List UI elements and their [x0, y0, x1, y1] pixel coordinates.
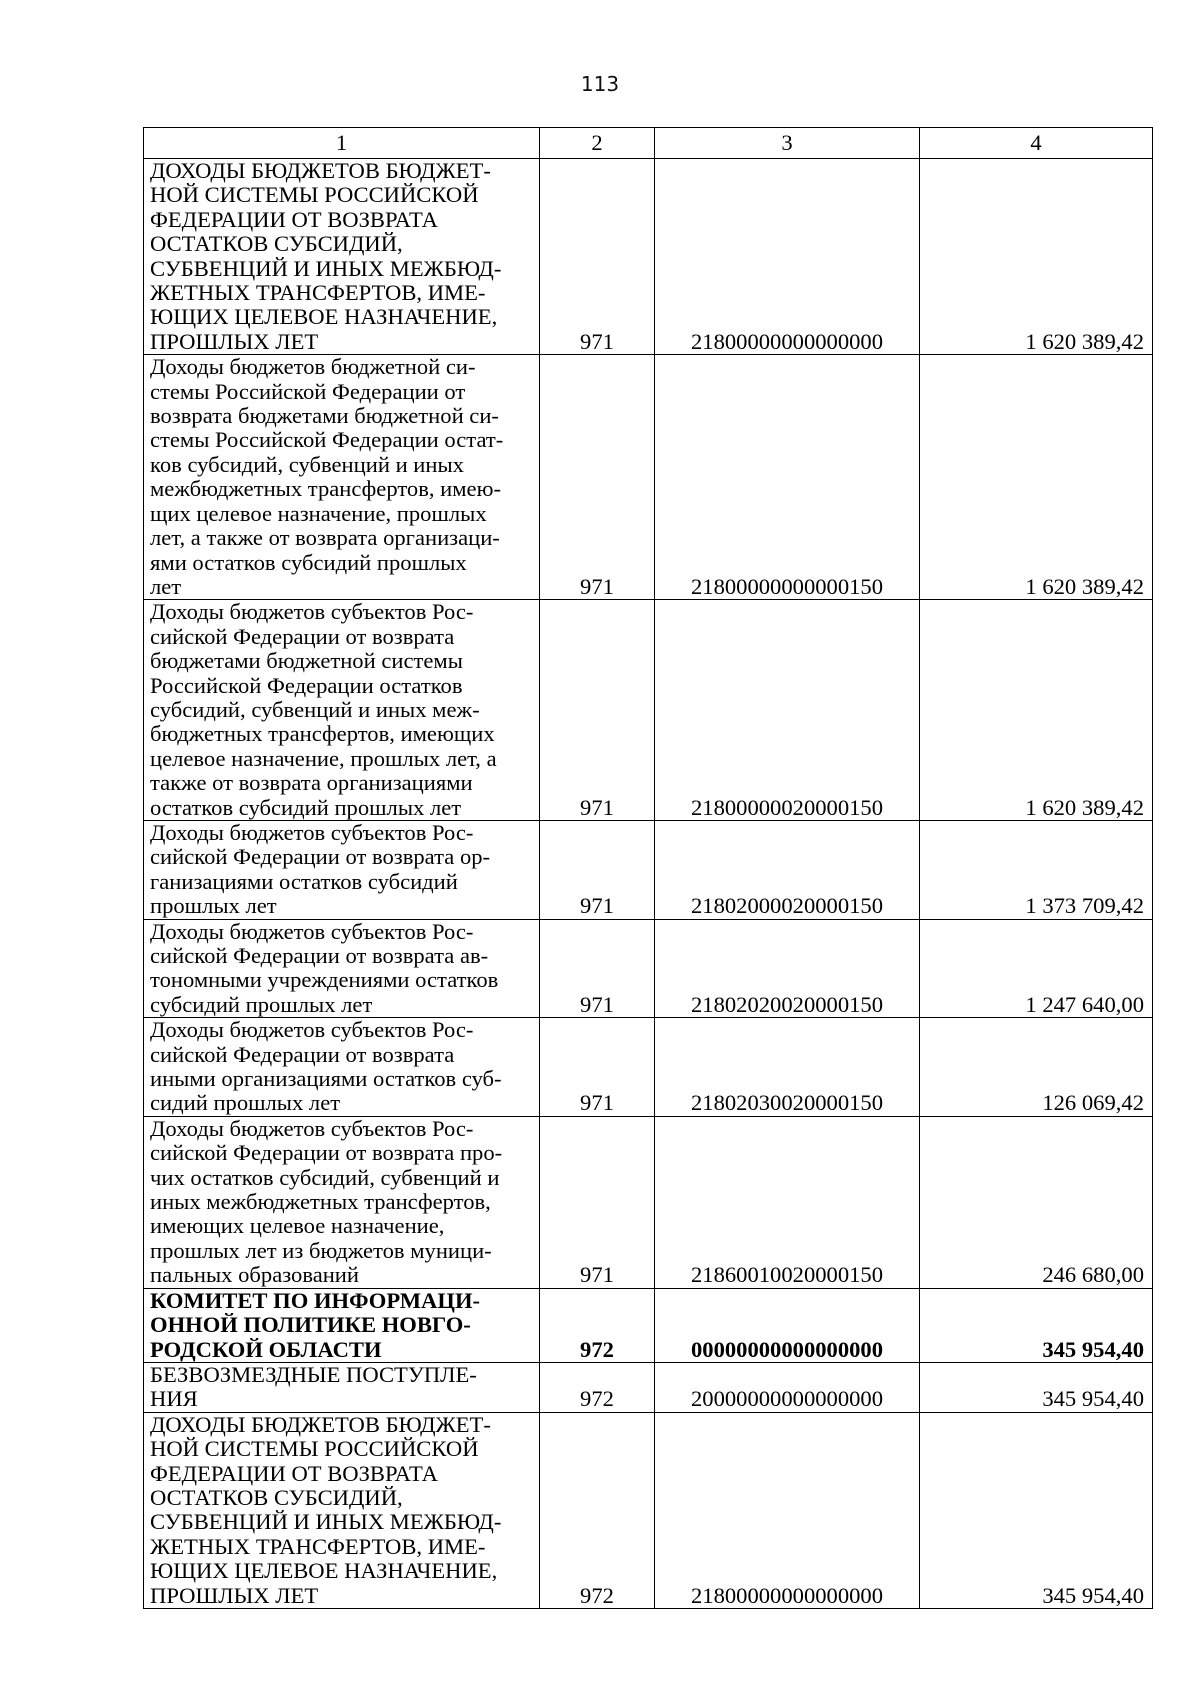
- row-classification-code: 21802020020000150: [655, 919, 920, 1018]
- table-row: [144, 1018, 1153, 1117]
- header-col-1: 1: [144, 128, 540, 159]
- row-description: Доходы бюджетов субъектов Рос- сийской Федерации от возврата бюджетами бюджетной системы Российской Федерации остатков субсидий, субвенций и иных меж- бюджетных трансфертов, имеющих целевое назначение, прошлых лет, а также от возврата организациями остатков субсидий прошлых лет: [150, 599, 497, 820]
- table-row: [144, 919, 1153, 1018]
- row-amount: 1 620 389,42: [920, 159, 1153, 355]
- row-admin-code: 971: [540, 820, 655, 919]
- row-classification-code: 21800000000000000: [655, 159, 920, 355]
- row-description: БЕЗВОЗМЕЗДНЫЕ ПОСТУПЛЕ- НИЯ: [150, 1361, 477, 1412]
- table-row: [144, 1362, 1153, 1412]
- row-amount: 1 373 709,42: [920, 820, 1153, 919]
- table-row: [144, 1116, 1153, 1288]
- row-description: ДОХОДЫ БЮДЖЕТОВ БЮДЖЕТ- НОЙ СИСТЕМЫ РОССИЙСКОЙ ФЕДЕРАЦИИ ОТ ВОЗВРАТА ОСТАТКОВ СУБСИДИЙ, СУБВЕНЦИЙ И ИНЫХ МЕЖБЮД- ЖЕТНЫХ ТРАНСФЕРТОВ, ИМЕ- ЮЩИХ ЦЕЛЕВОЕ НАЗНАЧЕНИЕ, ПРОШЛЫХ ЛЕТ: [150, 158, 502, 354]
- row-admin-code: 972: [540, 1412, 655, 1608]
- row-amount: 1 247 640,00: [920, 919, 1153, 1018]
- row-classification-code: 21800000020000150: [655, 600, 920, 821]
- row-amount: 126 069,42: [920, 1018, 1153, 1117]
- header-col-3: 3: [655, 128, 920, 159]
- row-classification-code: 21802000020000150: [655, 820, 920, 919]
- page-number: 113: [580, 72, 620, 96]
- table-row: [144, 355, 1153, 600]
- row-admin-code: 971: [540, 159, 655, 355]
- table-row: [144, 1412, 1153, 1608]
- row-description: ДОХОДЫ БЮДЖЕТОВ БЮДЖЕТ- НОЙ СИСТЕМЫ РОССИЙСКОЙ ФЕДЕРАЦИИ ОТ ВОЗВРАТА ОСТАТКОВ СУБСИДИЙ, СУБВЕНЦИЙ И ИНЫХ МЕЖБЮД- ЖЕТНЫХ ТРАНСФЕРТОВ, ИМЕ- ЮЩИХ ЦЕЛЕВОЕ НАЗНАЧЕНИЕ, ПРОШЛЫХ ЛЕТ: [150, 1411, 502, 1608]
- row-classification-code: 21800000000000150: [655, 355, 920, 600]
- table-row: [144, 159, 1153, 355]
- row-description: Доходы бюджетов субъектов Рос- сийской Федерации от возврата ав- тономными учреждениями остатков субсидий прошлых лет: [150, 918, 499, 1017]
- row-admin-code: 971: [540, 600, 655, 821]
- row-amount: 345 954,40: [920, 1362, 1153, 1412]
- row-amount: 1 620 389,42: [920, 355, 1153, 600]
- row-description: Доходы бюджетов субъектов Рос- сийской Федерации от возврата ор- ганизациями остатков субсидий прошлых лет: [150, 819, 491, 919]
- row-classification-code: 20000000000000000: [655, 1362, 920, 1412]
- header-col-4: 4: [920, 128, 1153, 159]
- table-row: [144, 600, 1153, 821]
- row-amount: 1 620 389,42: [920, 600, 1153, 821]
- row-admin-code: 971: [540, 1116, 655, 1288]
- row-description: Доходы бюджетов субъектов Рос- сийской Федерации от возврата иными организациями остатков суб- сидий прошлых лет: [150, 1017, 502, 1116]
- row-amount: 246 680,00: [920, 1116, 1153, 1288]
- header-col-2: 2: [540, 128, 655, 159]
- row-classification-code: 21860010020000150: [655, 1116, 920, 1288]
- table-header-row: [144, 128, 1153, 159]
- row-admin-code: 971: [540, 919, 655, 1018]
- revenue-table: [143, 127, 1153, 1609]
- row-classification-code: 21802030020000150: [655, 1018, 920, 1117]
- row-admin-code: 971: [540, 355, 655, 600]
- row-description: Доходы бюджетов бюджетной си- стемы Российской Федерации от возврата бюджетами бюджетной си- стемы Российской Федерации остат- ков субсидий, субвенций и иных межбюджетных трансфертов, имею- щих целевое назначение, прошлых лет, а также от возврата организаци- ями остатков субсидий прошлых лет: [150, 354, 504, 599]
- row-classification-code: 21800000000000000: [655, 1412, 920, 1608]
- row-amount: 345 954,40: [920, 1288, 1153, 1362]
- row-amount: 345 954,40: [920, 1412, 1153, 1608]
- row-admin-code: 972: [540, 1288, 655, 1362]
- table-row: [144, 820, 1153, 919]
- row-admin-code: 971: [540, 1018, 655, 1117]
- row-classification-code: 00000000000000000: [655, 1288, 920, 1362]
- table-row-section-header: [144, 1288, 1153, 1362]
- row-description: КОМИТЕТ ПО ИНФОРМАЦИ- ОННОЙ ПОЛИТИКЕ НОВГО- РОДСКОЙ ОБЛАСТИ: [150, 1287, 481, 1362]
- row-admin-code: 972: [540, 1362, 655, 1412]
- row-description: Доходы бюджетов субъектов Рос- сийской Федерации от возврата про- чих остатков субсидий, субвенций и иных межбюджетных трансфертов, имеющих целевое назначение, прошлых лет из бюджетов муници- пальных образований: [150, 1115, 503, 1288]
